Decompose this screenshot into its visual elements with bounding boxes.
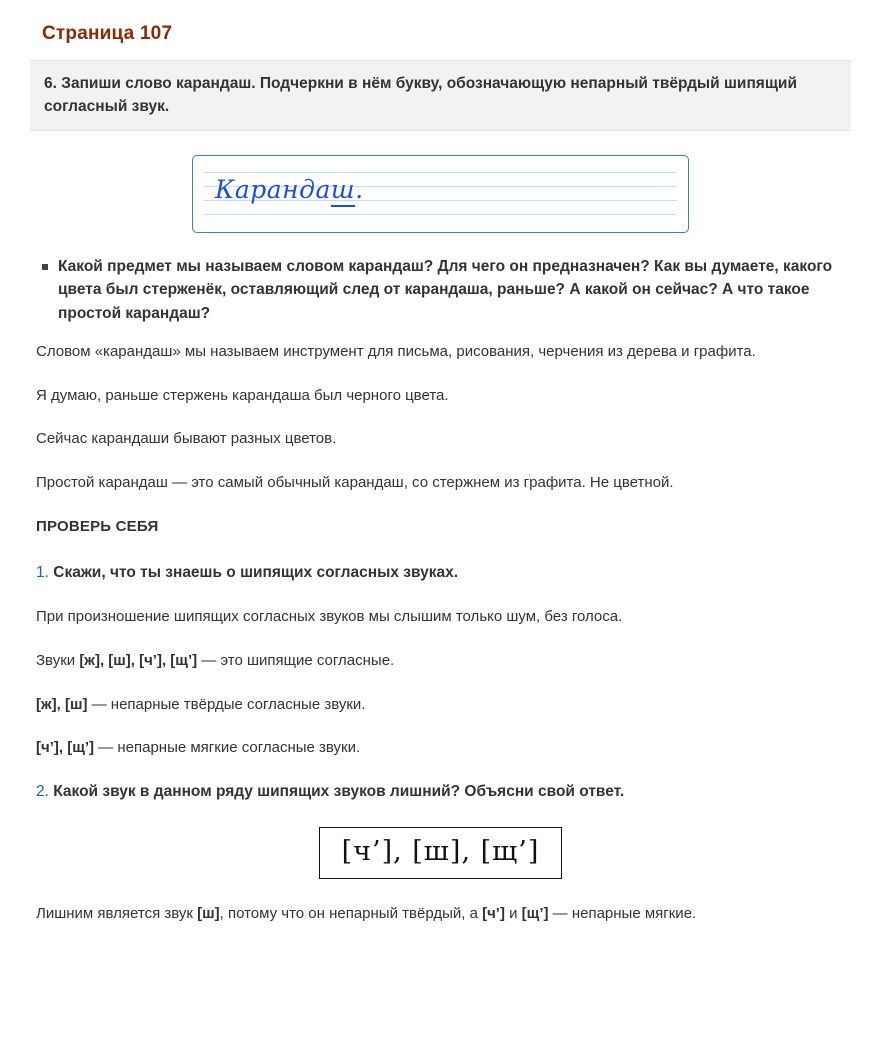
q1-answer-line-1: При произношение шипящих согласных звуков мы слышим только шум, без голоса. (36, 608, 623, 626)
question-2-number: 2. (36, 783, 49, 801)
q2-answer (36, 903, 845, 925)
self-check-question-1 (36, 562, 845, 584)
answer-paragraph-2: Я думаю, раньше стержень карандаша был черного цвета. (36, 386, 449, 404)
answer-paragraph-1: Словом «карандаш» мы называем инструмент для письма, рисования, черчения из дерева и графита. (36, 342, 756, 360)
page-title: Страница 107 (42, 23, 173, 44)
square-bullet-icon (42, 264, 48, 270)
q2-answer-prefix: Лишним является звук (36, 904, 198, 922)
q1-answer-line-3 (36, 694, 845, 716)
q1-answer-line-4-sounds: [ч’], [щ’] (36, 739, 95, 757)
task-statement: 6. Запиши слово карандаш. Подчеркни в нём букву, обозначающую непарный твёрдый шипящий согласный звук. (30, 60, 851, 132)
q2-answer-mid-2: и (504, 904, 522, 922)
sound-row-area (36, 827, 845, 878)
q1-answer-line-2-sounds: [ж], [ш], [ч’], [щ’] (79, 651, 198, 669)
q2-answer-suffix: — непарные мягкие. (548, 904, 697, 922)
handwritten-word-prefix: Каранда (215, 175, 331, 205)
handwritten-word-underlined-letter: ш (331, 175, 355, 207)
handwritten-word (215, 172, 364, 208)
sound-row-box: [ч’], [ш], [щ’] (319, 827, 563, 878)
question-2-text: Какой звук в данном ряду шипящих звуков лишний? Объясни свой ответ. (53, 783, 625, 801)
question-1-text: Скажи, что ты знаешь о шипящих согласных звуках. (53, 563, 459, 581)
discussion-question (42, 255, 845, 325)
q1-answer-line-4 (36, 737, 845, 759)
q1-answer-line-2-suffix: — это шипящие согласные. (197, 651, 395, 669)
q2-answer-sound-3: [щ’] (521, 904, 549, 922)
q1-answer-line-3-suffix: — непарные твёрдые согласные звуки. (87, 695, 366, 713)
q2-answer-sound-2: [ч’] (482, 904, 505, 922)
self-check-heading: ПРОВЕРЬ СЕБЯ (36, 517, 159, 535)
q2-answer-sound-1: [ш] (197, 904, 220, 922)
q1-answer-line-3-sounds: [ж], [ш] (36, 695, 88, 713)
q2-answer-mid: , потому что он непарный твёрдый, а (219, 904, 483, 922)
question-1-number: 1. (36, 563, 49, 581)
answer-paragraph-4: Простой карандаш — это самый обычный карандаш, со стержнем из графита. Не цветной. (36, 474, 674, 492)
self-check-question-2 (36, 781, 845, 803)
handwritten-word-suffix: . (355, 175, 364, 205)
writing-box (192, 155, 689, 233)
discussion-question-text: Какой предмет мы называем словом карандаш? Для чего он предназначен? Как вы думаете, какого цвета был стерженёк, оставляющий след от карандаша, раньше? А какой он сейчас? А что такое простой карандаш? (58, 258, 833, 322)
q1-answer-line-4-suffix: — непарные мягкие согласные звуки. (94, 739, 361, 757)
q1-answer-line-2 (36, 650, 845, 672)
q1-answer-line-2-prefix: Звуки (36, 651, 80, 669)
handwriting-area (36, 155, 845, 233)
answer-paragraph-3: Сейчас карандаши бывают разных цветов. (36, 430, 337, 448)
rule-line (204, 214, 677, 215)
